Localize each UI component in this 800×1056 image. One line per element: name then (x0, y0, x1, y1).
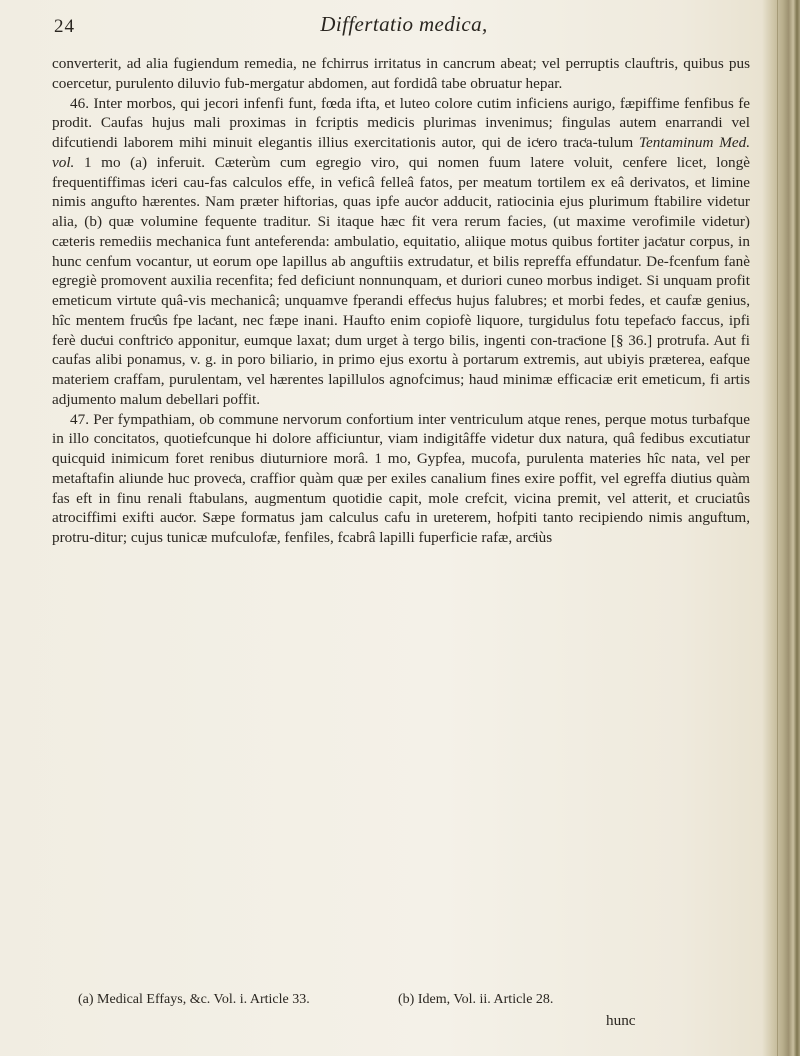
page-number: 24 (54, 16, 75, 37)
paragraph-46-cited-title: Tentaminum Med. vol. (52, 134, 750, 171)
paragraph-46 (52, 94, 750, 410)
footnote-a: (a) Medical Effays, &c. Vol. i. Article 33. (78, 992, 310, 1007)
binding-shadow-line (777, 0, 778, 1056)
page-binding-edge (762, 0, 800, 1056)
paragraph-47: 47. Per fympathiam, ob commune nervorum confortium inter ventriculum atque renes, perque motus turbafque in illo concitatos, quotiefcunque hi dolore afficiuntur, viam indigitâffe videtur dux natura, quâ fedibus excutiatur quicquid inimicum foret renibus diuturniore morâ. 1 mo, Gypfea, mucofa, purulenta materies hîc nata, vel per metaftafin aliunde huc provecͭa, craffior quàm quæ per exiles canalium fines exire poffit, vel egreffa diutius quàm fas eft in finu renali ftabulans, augmentum quotidie capit, mole crefcit, vicina premit, vel atterit, et cruciatûs atrociffimi exifti aucͭor. Sæpe formatus jam calculus cafu in ureterem, hofpiti tanto recipiendo nimis anguftum, protru-ditur; cujus tunicæ mufculofæ, fenfiles, fcabrâ lapilli fuperficie rafæ, arcͭiùs (52, 410, 750, 546)
footnote-b: (b) Idem, Vol. ii. Article 28. (398, 992, 554, 1007)
page-header (54, 8, 754, 42)
running-head: Differtatio medica, (320, 12, 488, 36)
paragraph-46-text-end: 1 mo (a) inferuit. Cæterùm cum egregio viro, qui nomen fuum latere voluit, cenfere licet, longè frequentiffimas icͭeri cau-fas calculos effe, in veficâ felleâ fatos, per meatum tortilem ex eâ derivatos, et limine nimis angufto hærentes. Nam præter hiftorias, quas ipfe aucͭor adducit, ratiocinia ejus plurimum ftabilire videtur alia, (b) quæ volumine fequente traditur. Si itaque hæc fit vera rerum facies, (ut maxime verofimile videtur) cæteris remediis mechanica funt anteferenda: ambulatio, equitatio, aliique motus quibus fortiter jacͭatur corpus, in hunc cenfum vocantur, ut eorum ope lapillus ab anguftiis extrudatur, et bilis repreffa effundatur. De-fcenfum fanè egregiè promovent auxilia recenfita; fed deficiunt nonnunquam, et duriori cuneo morbus indiget. Si unquam profit emeticum virtute quâ-vis mechanicâ; unquamve fperandi effecͭus hujus falubres; et morbi fedes, et caufæ genius, hîc mentem frucͭûs fpe lacͭant, nec fæpe inani. Haufto enim copiofè liquore, turgidulus fotu tepefacͭo faccus, ipfi ferè ducͭui conftricͭo apponitur, eumque laxat; dum urget à tergo bilis, ingenti con-tracͭione [§ 36.] protrufa. Aut fi caufas alibi ponamus, v. g. in poro biliario, in primo ejus exortu à portarum extremis, aut ubiyis præterea, eafque materiem craffam, purulentam, vel hærentes lapillulos agnofcimus; haud minimæ efficaciæ erit emeticum, fi artis adjumento malum debellari poffit. (52, 153, 750, 408)
catchword: hunc (606, 1012, 636, 1029)
paragraph-continuation: converterit, ad alia fugiendum remedia, ne fchirrus irritatus in cancrum abeat; vel perruptis clauftris, quibus pus coercetur, purulento diluvio fub-mergatur abdomen, aut fordidâ tabe obruatur hepar. (52, 55, 750, 92)
body-text (52, 54, 750, 548)
paragraph-46-text-start: 46. Inter morbos, qui jecori infenfi funt, fœda ifta, et luteo colore cutim inficiens aurigo, fæpiffime fenfibus fe prodit. Caufas hujus mali proximas in fcriptis medicis plurimas invenimus; fingulas autem enarrandi vel difcutiendi laborem mihi minuit elegantis illius exercitationis autor, qui de icͭero tracͭa-tulum (52, 94, 750, 151)
